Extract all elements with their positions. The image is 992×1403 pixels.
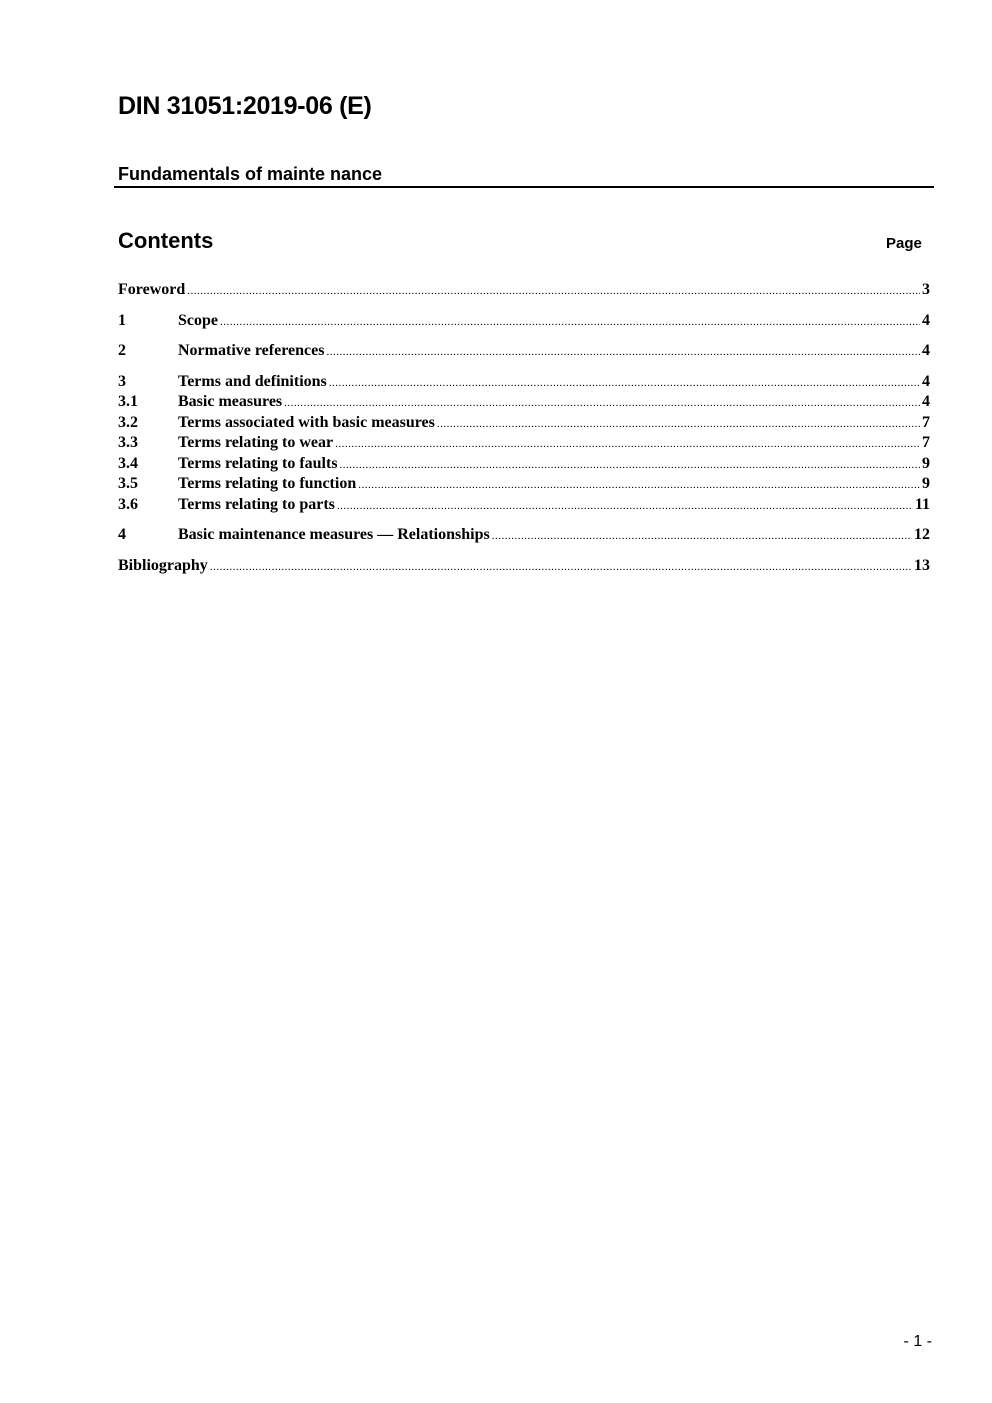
toc-entry-basic-maintenance[interactable]: [118, 525, 930, 545]
dot-leader: [358, 475, 920, 495]
toc-entry-page: 4: [922, 393, 930, 410]
toc-entry-page: 4: [922, 342, 930, 359]
toc-entry-terms-wear[interactable]: [118, 433, 930, 453]
dot-leader: [326, 342, 920, 362]
document-subtitle: Fundamentals of mainte nance: [118, 164, 383, 184]
dot-leader: [284, 393, 920, 413]
toc-entry-number: 3.3: [118, 434, 138, 451]
toc-entry-page: 7: [922, 434, 930, 451]
toc-entry-title: Basic maintenance measures — Relationships: [178, 526, 490, 543]
toc-entry-title: Normative references: [178, 342, 325, 359]
toc-entry-page: 12: [914, 526, 930, 543]
toc-entry-page: 13: [914, 557, 930, 574]
toc-entry-number: 1: [118, 312, 126, 329]
toc-entry-title: Bibliography: [118, 557, 208, 574]
toc-entry-title: Foreword: [118, 281, 186, 298]
toc-entry-terms-associated[interactable]: [118, 413, 930, 433]
document-title: DIN 31051:2019-06 (E): [118, 92, 372, 120]
toc-entry-number: 2: [118, 342, 126, 359]
toc-entry-page: 9: [922, 475, 930, 492]
toc-entry-foreword[interactable]: [118, 280, 930, 300]
toc-entry-page: 4: [922, 312, 930, 329]
dot-leader: [220, 312, 920, 332]
toc-entry-page: 3: [922, 281, 930, 298]
dot-leader: [210, 557, 912, 577]
toc-entry-page: 4: [922, 373, 930, 390]
toc-entry-number: 3.6: [118, 496, 138, 513]
toc-entry-title: Basic measures: [178, 393, 283, 410]
dot-leader: [337, 496, 913, 516]
toc-entry-number: 3.2: [118, 414, 138, 431]
toc-entry-title: Terms relating to function: [178, 475, 357, 492]
toc-entry-scope[interactable]: [118, 311, 930, 331]
toc-entry-number: 3: [118, 373, 126, 390]
toc-entry-title: Scope: [178, 312, 218, 329]
toc-entry-title: Terms relating to parts: [178, 496, 335, 513]
toc-entry-normative-references[interactable]: [118, 341, 930, 361]
toc-entry-terms-and-definitions[interactable]: [118, 372, 930, 392]
toc-entry-page: 7: [922, 414, 930, 431]
dot-leader: [340, 455, 920, 475]
toc-entry-page: 9: [922, 455, 930, 472]
toc-entry-title: Terms associated with basic measures: [178, 414, 435, 431]
dot-leader: [335, 434, 920, 454]
toc-entry-title: Terms relating to wear: [178, 434, 334, 451]
toc-entry-number: 3.1: [118, 393, 138, 410]
dot-leader: [437, 414, 920, 434]
contents-heading: Contents: [118, 228, 214, 253]
toc-entry-terms-parts[interactable]: [118, 495, 930, 515]
dot-leader: [187, 281, 920, 301]
page-column-heading: Page: [886, 235, 922, 252]
toc-entry-basic-measures[interactable]: [118, 392, 930, 412]
toc-entry-page: 11: [914, 496, 930, 513]
toc-entry-terms-faults[interactable]: [118, 454, 930, 474]
toc-entry-terms-function[interactable]: [118, 474, 930, 494]
toc-entry-number: 3.4: [118, 455, 138, 472]
page-number: - 1 -: [903, 1333, 932, 1350]
toc-entry-title: Terms relating to faults: [178, 455, 338, 472]
dot-leader: [329, 373, 920, 393]
toc-entry-bibliography[interactable]: [118, 556, 930, 576]
dot-leader: [492, 526, 912, 546]
toc-entry-number: 3.5: [118, 475, 138, 492]
toc-entry-title: Terms and definitions: [178, 373, 327, 390]
title-divider: [114, 186, 934, 188]
toc-entry-number: 4: [118, 526, 126, 543]
